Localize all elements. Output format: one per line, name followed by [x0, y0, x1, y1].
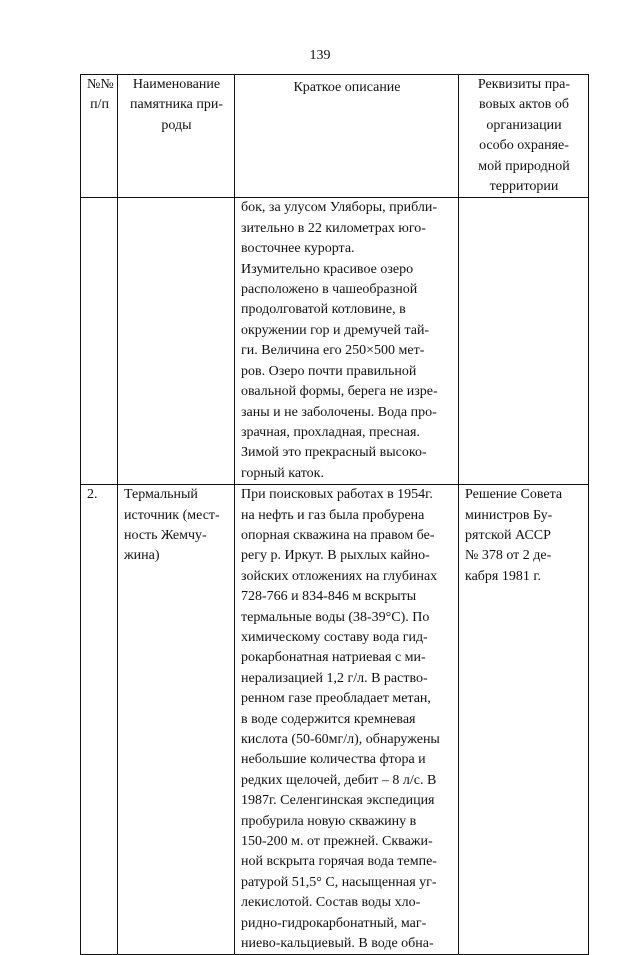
- text-line: Наименование: [132, 77, 221, 92]
- text-line: зойских отложениях на глубинах: [241, 568, 438, 584]
- text-line: бок, за улусом Уляборы, прибли-: [241, 200, 438, 216]
- text-line: мой природной: [478, 158, 570, 174]
- text-line: жина): [124, 548, 160, 564]
- text-line: окружении гор и дремучей тай-: [241, 322, 430, 338]
- text-line: 728-766 и 834-846 м вскрыты: [241, 589, 417, 605]
- text-line: зрачная, прохладная, пресная.: [241, 424, 420, 440]
- text-line: небольшие количества фтора и: [241, 752, 426, 768]
- text-line: памятника при-: [129, 97, 224, 113]
- text-line: лекислотой. Состав воды хло-: [241, 895, 421, 911]
- text-line: восточнее курорта.: [241, 241, 355, 257]
- text-line: овальной формы, берега не изре-: [241, 384, 438, 400]
- text-line: нерализацией 1,2 г/л. В раство-: [241, 670, 428, 686]
- header-number: [81, 75, 118, 198]
- legal-acts-cell: [459, 485, 589, 955]
- text-line: ниево-кальциевый. В воде обна-: [241, 936, 434, 952]
- text-line: кислота (50-60мг/л), обнаружены: [241, 732, 440, 747]
- text-line: в воде содержится кремневая: [241, 711, 416, 727]
- text-line: Изумительно красивое озеро: [241, 261, 414, 277]
- text-line: При поисковых работах в 1954г.: [241, 487, 433, 503]
- text-line: пробурила новую скважину в: [241, 813, 417, 829]
- text-line: Реквизиты пра-: [477, 77, 571, 92]
- text-line: на нефть и газ была пробурена: [241, 507, 425, 523]
- header-legal-acts: [459, 75, 589, 198]
- text-line: кабря 1981 г.: [465, 568, 542, 584]
- text-line: термальные воды (38-39°С). По: [241, 609, 430, 625]
- text-line: территории: [489, 179, 559, 195]
- text-line: расположено в чашеобразной: [241, 282, 418, 298]
- text-line: вовых актов об: [478, 97, 570, 113]
- header-description: [235, 75, 459, 198]
- table-row: [81, 485, 589, 955]
- text-line: химическому составу вода гид-: [241, 629, 428, 645]
- text-line: Термальный: [124, 487, 198, 503]
- legal-acts-cell: [459, 198, 589, 485]
- table-header-row: [81, 75, 589, 198]
- text-line: Решение Совета: [465, 487, 563, 503]
- page-number: 139: [309, 48, 331, 63]
- text-line: зительно в 22 километрах юго-: [241, 220, 426, 236]
- text-line: 1987г. Селенгинская экспедиция: [241, 793, 435, 809]
- description-cell: [235, 198, 459, 485]
- text-line: Зимой это прекрасный высоко-: [241, 445, 427, 461]
- text-line: заны и не заболочены. Вода про-: [241, 404, 437, 420]
- table-row: [81, 198, 589, 485]
- text-line: ность Жемчу-: [124, 527, 207, 543]
- text-line: п/п: [90, 97, 109, 113]
- text-line: ной вскрыта горячая вода темпе-: [241, 854, 437, 870]
- text-line: горный каток.: [241, 465, 324, 481]
- text-line: № 378 от 2 де-: [465, 548, 552, 564]
- text-line: продолговатой котловине, в: [241, 302, 406, 318]
- monument-name-cell: [118, 485, 235, 955]
- text-line: ридно-гидрокарбонатный, маг-: [241, 915, 427, 931]
- monument-name-cell: [118, 198, 235, 485]
- text-line: №№: [87, 77, 114, 92]
- header-monument-name: [118, 75, 235, 198]
- text-line: ратурой 51,5° С, насыщенная уг-: [241, 874, 437, 890]
- text-line: ги. Величина его 250×500 мет-: [241, 343, 425, 359]
- text-line: ренном газе преобладает метан,: [241, 691, 431, 707]
- description-cell: [235, 485, 459, 955]
- row-number-cell: [81, 198, 118, 485]
- text-line: редких щелочей, дебит – 8 л/с. В: [241, 772, 437, 788]
- row-number-cell: 2.: [81, 485, 118, 955]
- text-line: министров Бу-: [465, 507, 553, 523]
- text-line: рятской АССР: [465, 527, 551, 543]
- text-line: ров. Озеро почти правильной: [241, 363, 417, 379]
- nature-monuments-table: [80, 74, 589, 955]
- text-line: источник (мест-: [124, 507, 220, 523]
- text-line: особо охраняе-: [479, 138, 569, 154]
- text-line: Краткое описание: [293, 80, 401, 95]
- text-line: роды: [161, 117, 192, 133]
- text-line: 150-200 м. от прежней. Скважи-: [241, 834, 433, 850]
- text-line: опорная скважина на правом бе-: [241, 527, 435, 543]
- text-line: организации: [486, 117, 562, 133]
- text-line: регу р. Иркут. В рыхлых кайно-: [241, 548, 430, 564]
- text-line: рокарбонатная натриевая с ми-: [241, 650, 426, 666]
